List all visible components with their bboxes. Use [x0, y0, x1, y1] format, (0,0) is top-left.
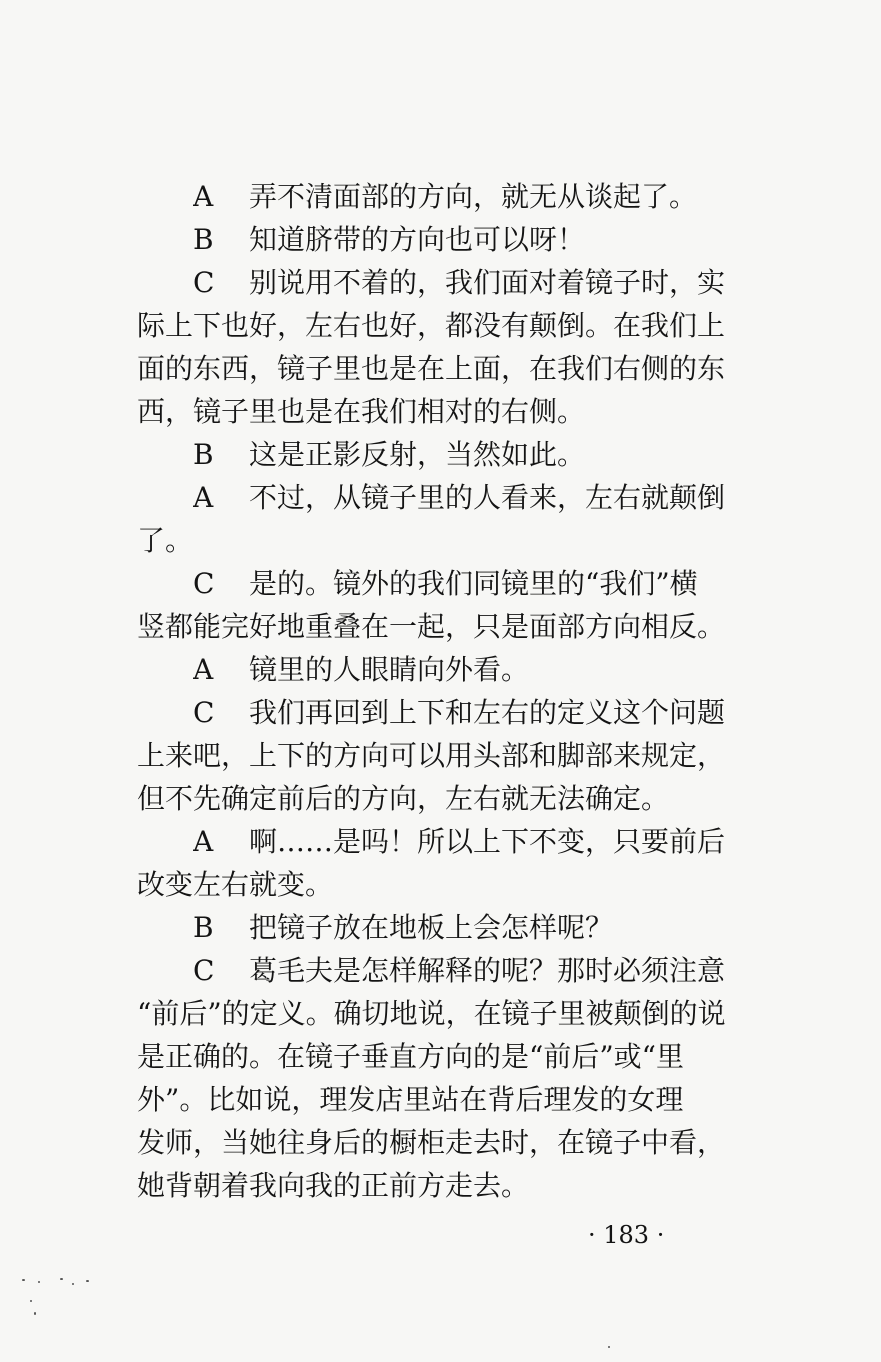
line-text: 镜里的人眼睛向外看。 [249, 653, 530, 686]
speaker-label: B [193, 223, 214, 256]
scan-speck [72, 1283, 74, 1285]
line-text: 这是正影反射，当然如此。 [249, 438, 586, 471]
continuation-line [137, 306, 727, 346]
speaker-label: A [193, 653, 214, 686]
dialogue-line [193, 564, 727, 604]
dialogue-line [193, 822, 727, 862]
continuation-line [137, 779, 727, 819]
dialogue-line [193, 220, 727, 260]
line-text: 啊……是吗！所以上下不变，只要前后 [249, 825, 726, 858]
line-text: 不过，从镜子里的人看来，左右就颠倒 [249, 481, 726, 514]
continuation-line [137, 1037, 727, 1077]
line-text: 是的。镜外的我们同镜里的“我们”横 [249, 567, 698, 600]
dialogue-line [193, 951, 727, 991]
line-text: 际上下也好，左右也好，都没有颠倒。在我们上 [137, 309, 726, 342]
line-text: 外”。比如说，理发店里站在背后理发的女理 [137, 1083, 684, 1116]
dialogue-line [193, 650, 727, 690]
scan-speck [38, 1281, 40, 1283]
dialogue-line [193, 693, 727, 733]
speaker-label: A [193, 481, 214, 514]
scan-speck [60, 1278, 63, 1280]
dialogue-line [193, 177, 727, 217]
line-text: 改变左右就变。 [137, 868, 334, 901]
dialogue-line [193, 263, 727, 303]
line-text: 上来吧，上下的方向可以用头部和脚部来规定， [137, 739, 726, 772]
speaker-label: C [193, 696, 215, 729]
page-number: · 183 · [588, 1221, 665, 1249]
speaker-label: A [193, 180, 214, 213]
line-text: 了。 [137, 524, 194, 557]
scan-speck [608, 1346, 610, 1348]
line-text: “前后”的定义。确切地说，在镜子里被颠倒的说 [137, 997, 726, 1030]
line-text: 别说用不着的，我们面对着镜子时，实 [249, 266, 726, 299]
line-text: 面的东西，镜子里也是在上面，在我们右侧的东 [137, 352, 726, 385]
line-text: 葛毛夫是怎样解释的呢？那时必须注意 [249, 954, 726, 987]
scan-speck [34, 1312, 36, 1315]
dialogue-line [193, 435, 727, 475]
continuation-line [137, 1123, 727, 1163]
scan-speck [22, 1279, 25, 1281]
continuation-line [137, 349, 727, 389]
line-text: 发师，当她往身后的橱柜走去时，在镜子中看， [137, 1126, 726, 1159]
line-text: 把镜子放在地板上会怎样呢？ [249, 911, 614, 944]
line-text: 弄不清面部的方向，就无从谈起了。 [249, 180, 698, 213]
line-text: 但不先确定前后的方向，左右就无法确定。 [137, 782, 670, 815]
continuation-line [137, 1166, 727, 1206]
line-text: 知道脐带的方向也可以呀！ [249, 223, 586, 256]
speaker-label: B [193, 438, 214, 471]
speaker-label: C [193, 266, 215, 299]
continuation-line [137, 1080, 727, 1120]
dialogue-line [193, 478, 727, 518]
continuation-line [137, 865, 727, 905]
continuation-line [137, 521, 727, 561]
line-text: 我们再回到上下和左右的定义这个问题 [249, 696, 726, 729]
speaker-label: A [193, 825, 214, 858]
dialogue-line [193, 908, 727, 948]
speaker-label: C [193, 567, 215, 600]
continuation-line [137, 392, 727, 432]
line-text: 竖都能完好地重叠在一起，只是面部方向相反。 [137, 610, 726, 643]
line-text: 她背朝着我向我的正前方走去。 [137, 1169, 530, 1202]
line-text: 是正确的。在镜子垂直方向的是“前后”或“里 [137, 1040, 684, 1073]
speaker-label: B [193, 911, 214, 944]
scan-speck [30, 1300, 32, 1302]
continuation-line [137, 736, 727, 776]
scan-speck [86, 1280, 89, 1282]
continuation-line [137, 607, 727, 647]
continuation-line [137, 994, 727, 1034]
line-text: 西，镜子里也是在我们相对的右侧。 [137, 395, 586, 428]
speaker-label: C [193, 954, 215, 987]
